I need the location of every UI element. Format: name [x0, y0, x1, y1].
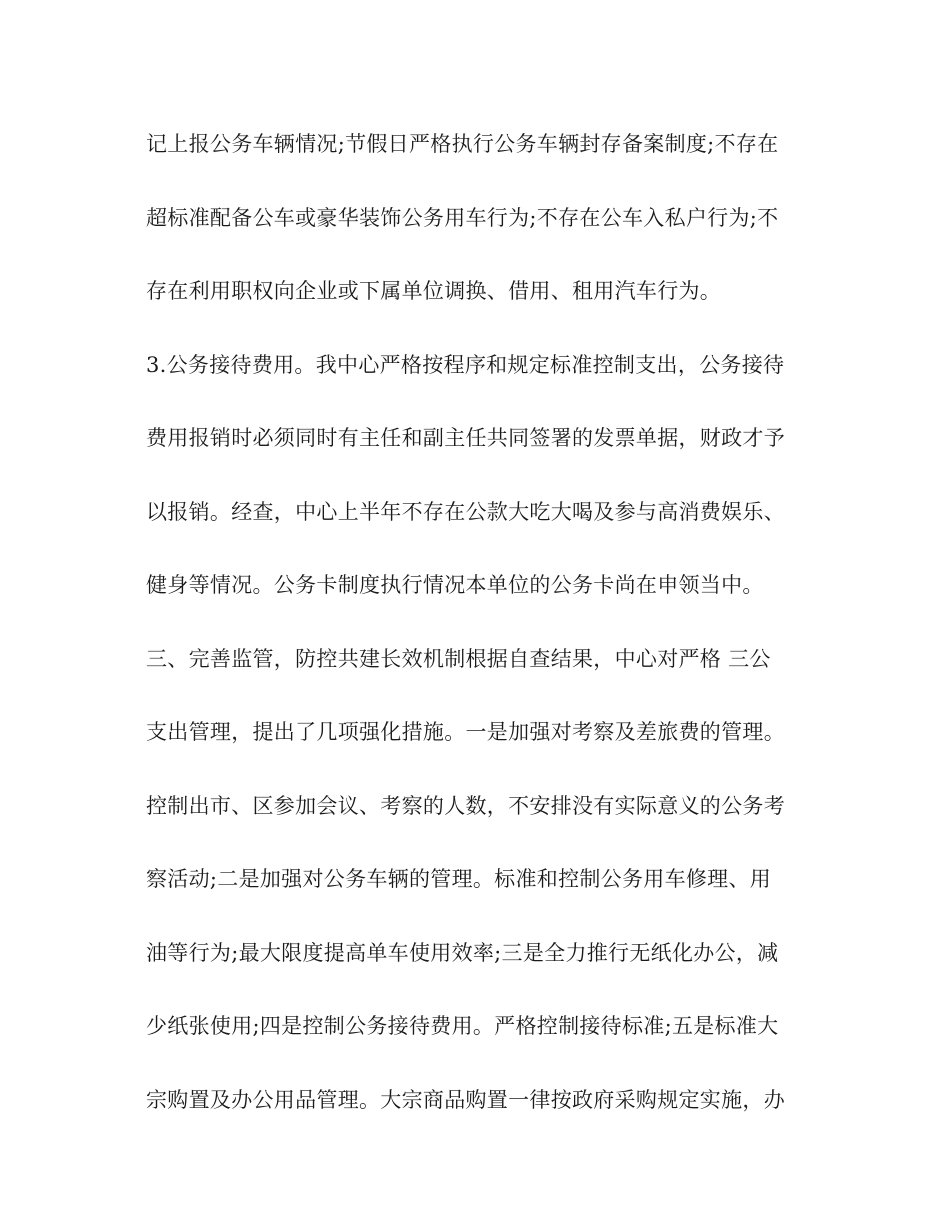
text-line: 超标准配备公车或豪华装饰公务用车行为;不存在公车入私户行为;不	[146, 205, 779, 230]
text-line: 少纸张使用;四是控制公务接待费用。严格控制接待标准;五是标准大	[146, 1014, 779, 1038]
document-body	[146, 122, 806, 1151]
text-line: 记上报公务车辆情况;节假日严格执行公务车辆封存备案制度;不存在	[146, 132, 779, 156]
text-line: 支出管理，提出了几项强化措施。一是加强对考察及差旅费的管理。	[146, 720, 785, 744]
text-line: 费用报销时必须同时有主任和副主任共同签署的发票单据，财政才予	[146, 426, 785, 450]
text-line: 以报销。经查，中心上半年不存在公款大吃大喝及参与高消费娱乐、	[146, 499, 785, 524]
text-line: 三、完善监管，防控共建长效机制根据自查结果，中心对严格 三公	[146, 646, 771, 671]
text-line: 油等行为;最大限度提高单车使用效率;三是全力推行无纸化办公，减	[146, 940, 779, 965]
text-line: 宗购置及办公用品管理。大宗商品购置一律按政府采购规定实施，办	[146, 1087, 785, 1112]
text-line: 3.公务接待费用。我中心严格按程序和规定标准控制支出，公务接待	[146, 352, 785, 377]
text-line: 控制出市、区参加会议、考察的人数，不安排没有实际意义的公务考	[146, 793, 785, 818]
text-line: 察活动;二是加强对公务车辆的管理。标准和控制公务用车修理、用	[146, 867, 772, 891]
text-line: 健身等情况。公务卡制度执行情况本单位的公务卡尚在申领当中。	[146, 573, 764, 597]
text-line: 存在利用职权向企业或下属单位调换、借用、租用汽车行为。	[146, 279, 722, 303]
